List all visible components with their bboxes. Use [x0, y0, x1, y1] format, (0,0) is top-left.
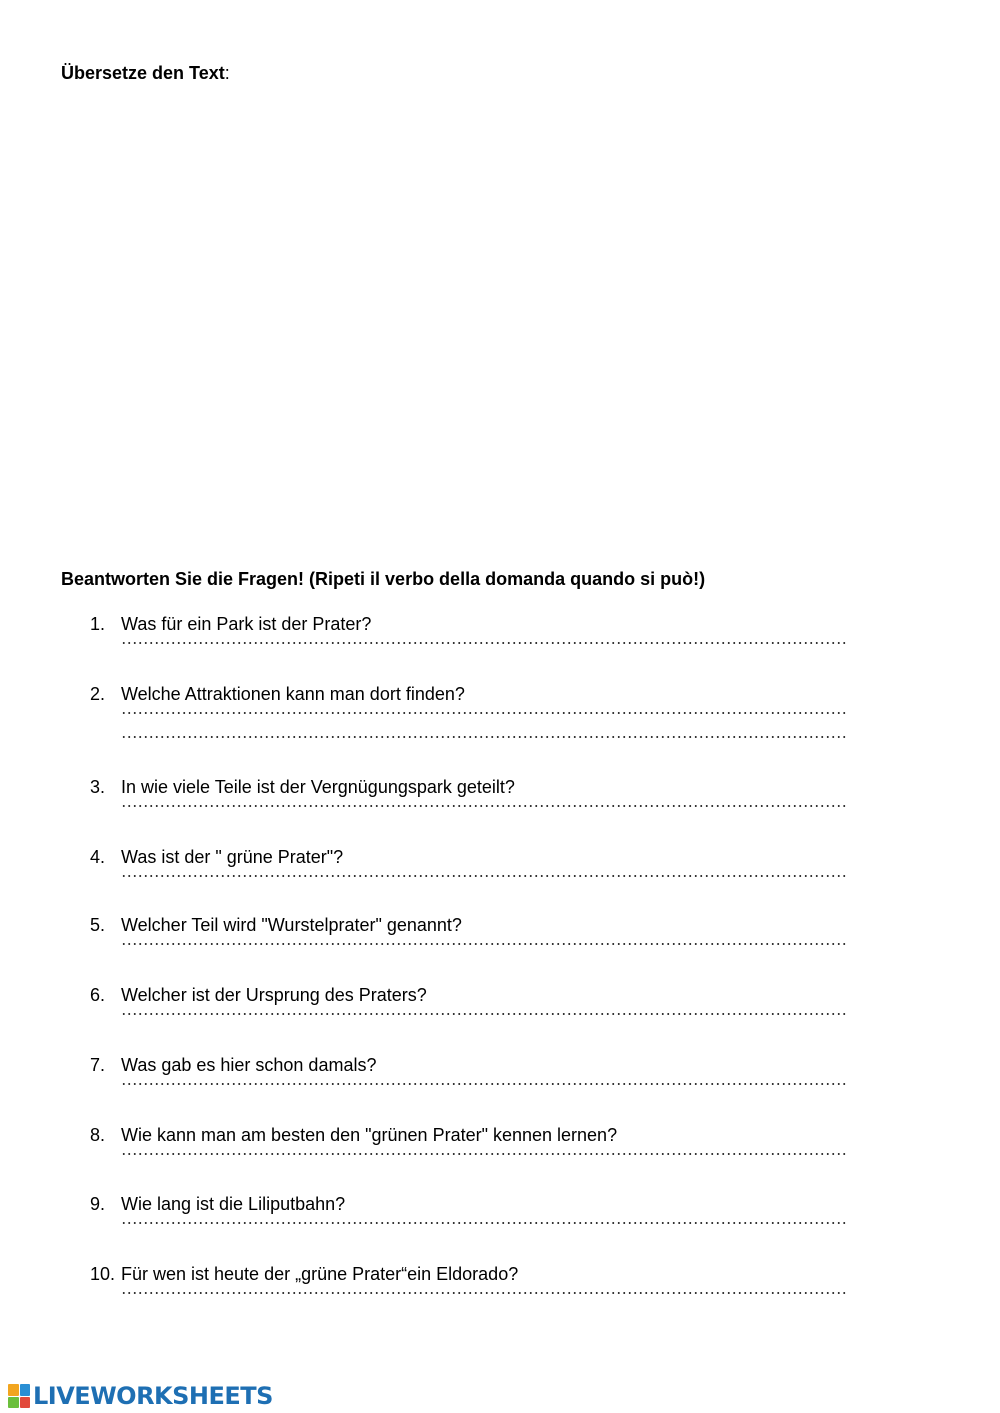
answer-line[interactable]: [121, 1013, 847, 1015]
answer-line[interactable]: [121, 875, 847, 877]
answer-line[interactable]: [121, 943, 847, 945]
answer-line[interactable]: [121, 805, 847, 807]
question-number: 4.: [90, 847, 106, 867]
question-text: Was ist der " grüne Prater"?: [121, 847, 344, 867]
answer-line[interactable]: [121, 1292, 847, 1294]
question-text: Wie kann man am besten den "grünen Prater" kennen lernen?: [121, 1125, 618, 1145]
translate-heading: [61, 62, 230, 84]
liveworksheets-logo: [8, 1382, 273, 1410]
question-number: 8.: [90, 1125, 106, 1145]
answer-line[interactable]: [121, 712, 847, 714]
question-text: Was für ein Park ist der Prater?: [121, 614, 372, 634]
question-text: Welcher ist der Ursprung des Praters?: [121, 985, 427, 1005]
question-number: 3.: [90, 777, 106, 797]
question-text: Was gab es hier schon damals?: [121, 1055, 377, 1075]
answer-line[interactable]: [121, 1222, 847, 1224]
question-text: Welcher Teil wird "Wurstelprater" genannt?: [121, 915, 462, 935]
translate-heading-text: Übersetze den Text: [61, 63, 225, 83]
question-number: 5.: [90, 915, 106, 935]
logo-text: LIVEWORKSHEETS: [33, 1382, 273, 1410]
question-number: 6.: [90, 985, 106, 1005]
liveworksheets-logo-icon: [8, 1384, 30, 1408]
translate-heading-colon: :: [224, 63, 230, 83]
question-text: In wie viele Teile ist der Vergnügungspark geteilt?: [121, 777, 515, 797]
question-number: 7.: [90, 1055, 106, 1075]
answer-line[interactable]: [121, 642, 847, 644]
answer-line[interactable]: [121, 1083, 847, 1085]
question-number: 2.: [90, 684, 106, 704]
answer-line[interactable]: [121, 1153, 847, 1155]
answer-line[interactable]: [121, 736, 847, 738]
question-text: Wie lang ist die Liliputbahn?: [121, 1194, 346, 1214]
questions-heading: Beantworten Sie die Fragen! (Ripeti il verbo della domanda quando si può!): [61, 569, 706, 589]
question-text: Für wen ist heute der „grüne Prater“ein Eldorado?: [121, 1264, 519, 1284]
question-number: 1.: [90, 614, 106, 634]
question-number: 10.: [90, 1264, 116, 1284]
question-number: 9.: [90, 1194, 106, 1214]
question-text: Welche Attraktionen kann man dort finden?: [121, 684, 465, 704]
